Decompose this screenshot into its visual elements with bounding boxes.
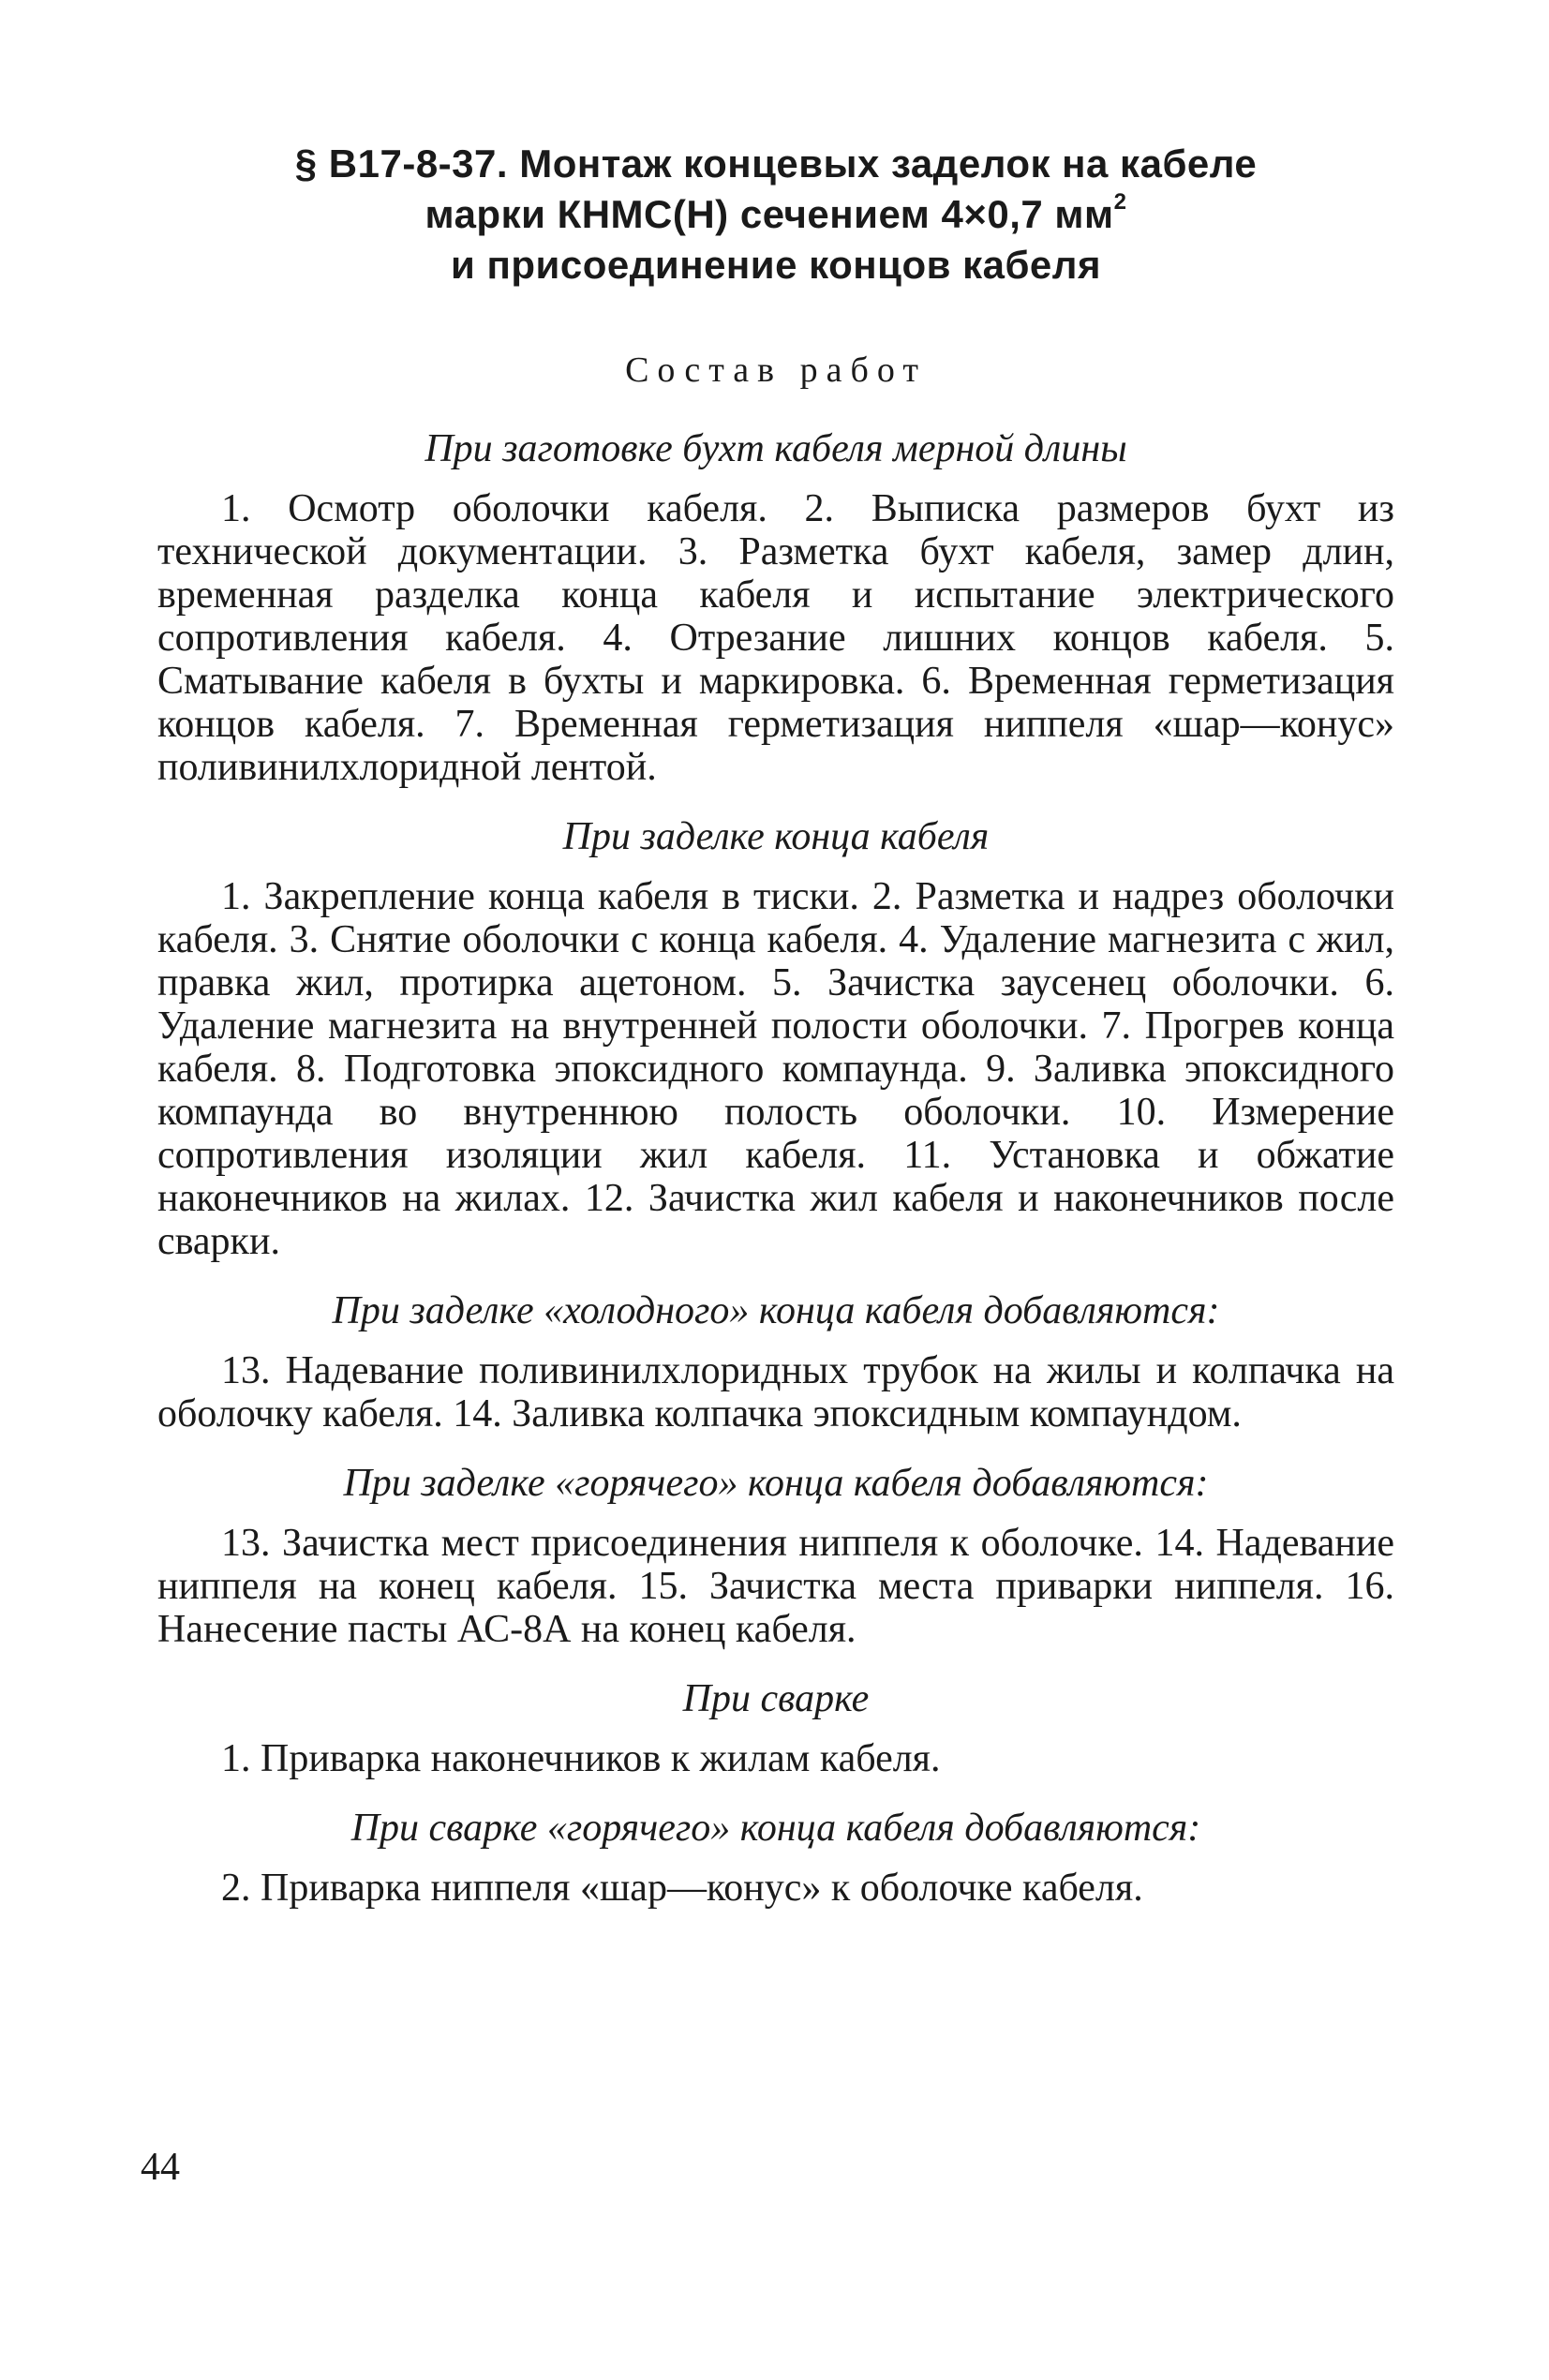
section-heading: При заделке конца кабеля xyxy=(562,815,990,858)
title-line-2-text: марки КНМС(Н) сечением 4×0,7 мм xyxy=(424,192,1114,236)
document-page xyxy=(157,139,1394,1934)
section-hot-end-welding xyxy=(157,1805,1394,1910)
section-heading: При сварке xyxy=(682,1677,870,1720)
section-cold-end xyxy=(157,1287,1394,1435)
section-heading: При заделке «холодного» конца кабеля добавляются: xyxy=(332,1289,1220,1332)
section-welding xyxy=(157,1675,1394,1780)
title-superscript: 2 xyxy=(1113,189,1127,215)
title-line-3: и присоединение концов кабеля xyxy=(451,243,1101,287)
title-line-1: § В17-8-37. Монтаж концевых заделок на кабеле xyxy=(294,141,1258,186)
section-paragraph: 1. Осмотр оболочки кабеля. 2. Выписка размеров бухт из технической документации. 3. Разметка бухт кабеля, замер длин, временная разделка конца кабеля и испытание электрического сопротивления кабеля. 4. Отрезание лишних концов кабеля. 5. Сматывание кабеля в бухты и маркировка. 6. Временная герметизация концов кабеля. 7. Временная герметизация ниппеля «шар—конус» поливинилхлоридной лентой. xyxy=(157,487,1394,789)
section-heading: При заготовке бухт кабеля мерной длины xyxy=(424,427,1127,470)
title-line-2 xyxy=(157,189,1394,240)
section-paragraph: 13. Надевание поливинилхлоридных трубок на жилы и колпачка на оболочку кабеля. 14. Заливка колпачка эпоксидным компаундом. xyxy=(157,1349,1394,1435)
section-end-sealing xyxy=(157,813,1394,1263)
section-paragraph: 1. Закрепление конца кабеля в тиски. 2. Разметка и надрез оболочки кабеля. 3. Снятие оболочки с конца кабеля. 4. Удаление магнезита с жил, правка жил, протирка ацетоном. 5. Зачистка заусенец оболочки. 6. Удаление магнезита на внутренней полости оболочки. 7. Прогрев конца кабеля. 8. Подготовка эпоксидного компаунда. 9. Заливка эпоксидного компаунда во внутреннюю полость оболочки. 10. Измерение сопротивления изоляции жил кабеля. 11. Установка и обжатие наконечников на жилах. 12. Зачистка жил кабеля и наконечников после сварки. xyxy=(157,875,1394,1263)
section-paragraph: 1. Приварка наконечников к жилам кабеля. xyxy=(221,1737,941,1780)
section-title xyxy=(157,139,1394,290)
section-paragraph: 2. Приварка ниппеля «шар—конус» к оболочке кабеля. xyxy=(221,1867,1143,1910)
page-number: 44 xyxy=(141,2146,180,2189)
work-composition-heading: Состав работ xyxy=(625,350,927,390)
section-hot-end xyxy=(157,1460,1394,1651)
section-heading: При сварке «горячего» конца кабеля добавляются: xyxy=(350,1807,1201,1850)
section-blank-preparation xyxy=(157,425,1394,789)
section-heading: При заделке «горячего» конца кабеля добавляются: xyxy=(343,1462,1209,1505)
section-paragraph: 13. Зачистка мест присоединения ниппеля к оболочке. 14. Надевание ниппеля на конец кабеля. 15. Зачистка места приварки ниппеля. 16. Нанесение пасты АС-8А на конец кабеля. xyxy=(157,1522,1394,1651)
